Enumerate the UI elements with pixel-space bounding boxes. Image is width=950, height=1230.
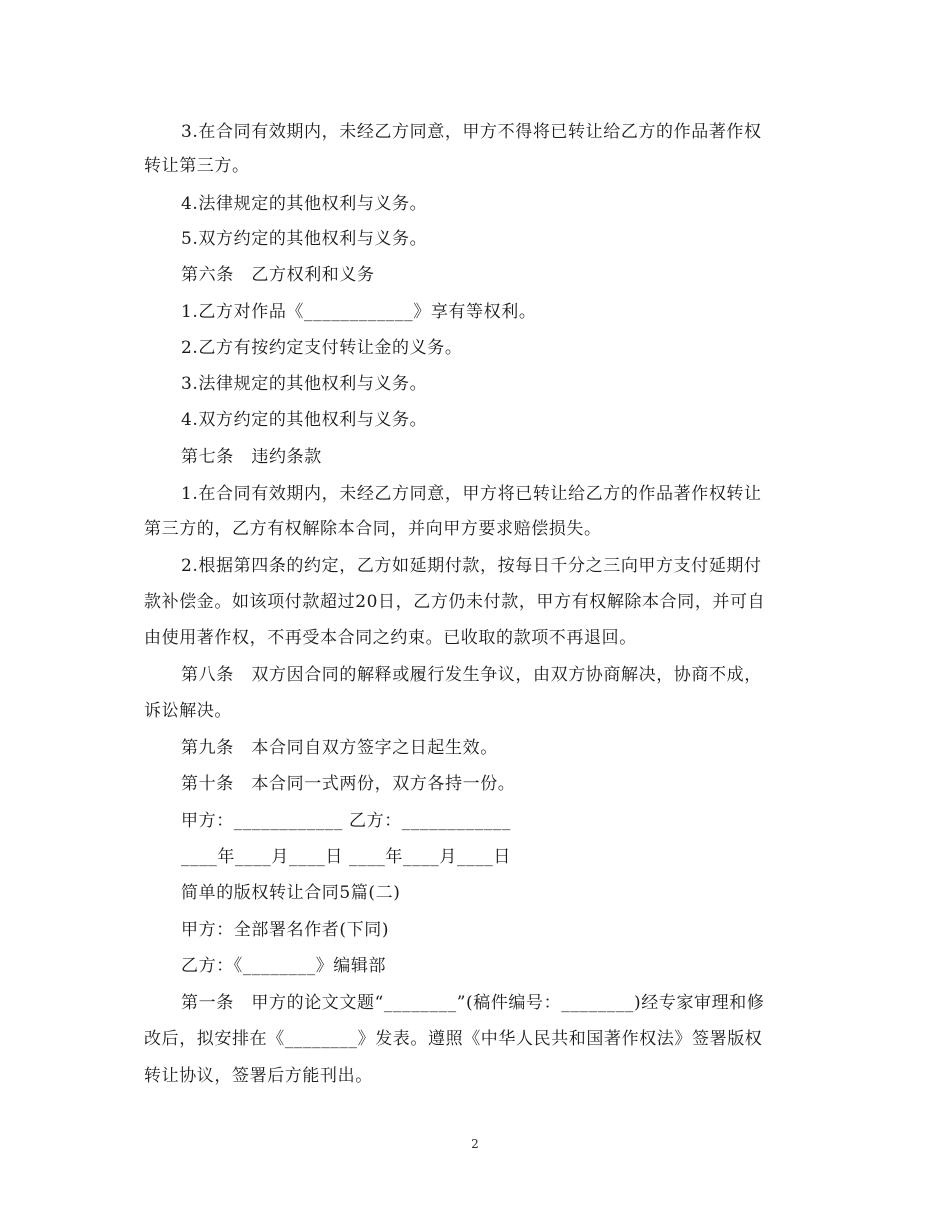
paragraph-line: 第一条 甲方的论文文题“________”(稿件编号：________)经专家审理和修 <box>181 993 765 1013</box>
section-heading: 第七条 违约条款 <box>181 447 322 467</box>
paragraph-line: 4.双方约定的其他权利与义务。 <box>181 410 428 430</box>
paragraph-line: 第十条 本合同一式两份，双方各持一份。 <box>181 774 516 794</box>
paragraph-line: 1.在合同有效期内，未经乙方同意，甲方将已转让给乙方的作品著作权转让 <box>181 484 762 504</box>
page-number: 2 <box>471 1137 479 1151</box>
signature-line: 甲方：____________ 乙方：____________ <box>181 811 512 831</box>
paragraph-line: 第九条 本合同自双方签字之日起生效。 <box>181 738 498 758</box>
section-heading: 第六条 乙方权利和义务 <box>181 265 375 285</box>
paragraph-line: 4.法律规定的其他权利与义务。 <box>181 194 428 214</box>
section-title: 简单的版权转让合同5篇(二) <box>181 883 401 903</box>
paragraph-line: 转让协议，签署后方能刊出。 <box>144 1066 373 1086</box>
paragraph-line: 改后，拟安排在《________》发表。遵照《中华人民共和国著作权法》签署版权 <box>144 1029 763 1049</box>
date-line: ____年____月____日 ____年____月____日 <box>181 847 512 867</box>
paragraph-line: 2.根据第四条的约定，乙方如延期付款，按每日千分之三向甲方支付延期付 <box>181 556 762 576</box>
paragraph-line: 诉讼解决。 <box>144 701 232 721</box>
paragraph-line: 由使用著作权，不再受本合同之约束。已收取的款项不再退回。 <box>144 628 637 648</box>
paragraph-line: 第八条 双方因合同的解释或履行发生争议，由双方协商解决，协商不成， <box>181 665 762 685</box>
paragraph-line: 第三方的，乙方有权解除本合同，并向甲方要求赔偿损失。 <box>144 519 602 539</box>
paragraph-line: 乙方：《________》编辑部 <box>181 956 387 976</box>
paragraph-line: 3.在合同有效期内，未经乙方同意，甲方不得将已转让给乙方的作品著作权 <box>181 122 762 142</box>
paragraph-line: 2.乙方有按约定支付转让金的义务。 <box>181 338 463 358</box>
paragraph-line: 5.双方约定的其他权利与义务。 <box>181 229 428 249</box>
paragraph-line: 3.法律规定的其他权利与义务。 <box>181 374 428 394</box>
paragraph-line: 款补偿金。如该项付款超过20日，乙方仍未付款，甲方有权解除本合同，并可自 <box>144 592 766 612</box>
paragraph-line: 甲方：全部署名作者(下同) <box>181 920 390 940</box>
paragraph-line: 转让第三方。 <box>144 156 250 176</box>
paragraph-line: 1.乙方对作品《____________》享有等权利。 <box>181 302 537 322</box>
